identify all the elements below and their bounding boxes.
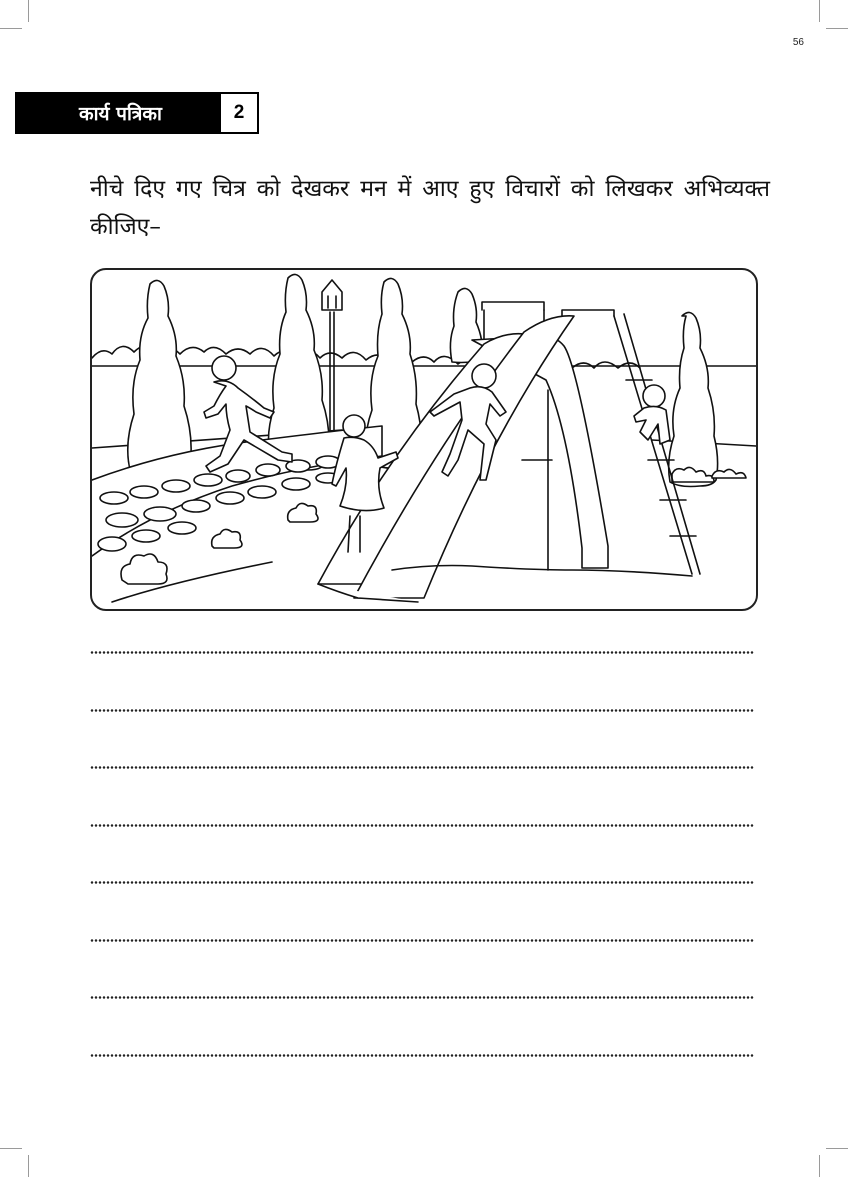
worksheet-title: कार्य पत्रिका	[79, 103, 162, 125]
crop-mark-top-left	[28, 0, 29, 22]
crop-mark-bottom-right	[819, 1155, 820, 1177]
crop-mark-bottom-left-h	[0, 1148, 22, 1149]
crop-mark-top-left-h	[0, 28, 22, 29]
writing-line[interactable]	[90, 1043, 754, 1101]
worksheet-title-bar	[15, 92, 259, 134]
writing-line[interactable]	[90, 640, 754, 698]
crop-mark-top-right	[819, 0, 820, 22]
writing-line[interactable]	[90, 698, 754, 756]
writing-line[interactable]	[90, 870, 754, 928]
crop-mark-bottom-right-h	[826, 1148, 848, 1149]
page-number: 56	[792, 37, 804, 48]
park-illustration	[90, 268, 758, 611]
instruction-text: नीचे दिए गए चित्र को देखकर मन में आए हुए विचारों को लिखकर अभिव्यक्त कीजिए–	[90, 176, 770, 240]
crop-mark-bottom-left	[28, 1155, 29, 1177]
crop-mark-top-right-h	[826, 28, 848, 29]
writing-line[interactable]	[90, 985, 754, 1043]
writing-line[interactable]	[90, 755, 754, 813]
writing-line[interactable]	[90, 813, 754, 871]
worksheet-number: 2	[219, 92, 259, 134]
writing-line[interactable]	[90, 928, 754, 986]
writing-lines	[90, 640, 754, 1100]
